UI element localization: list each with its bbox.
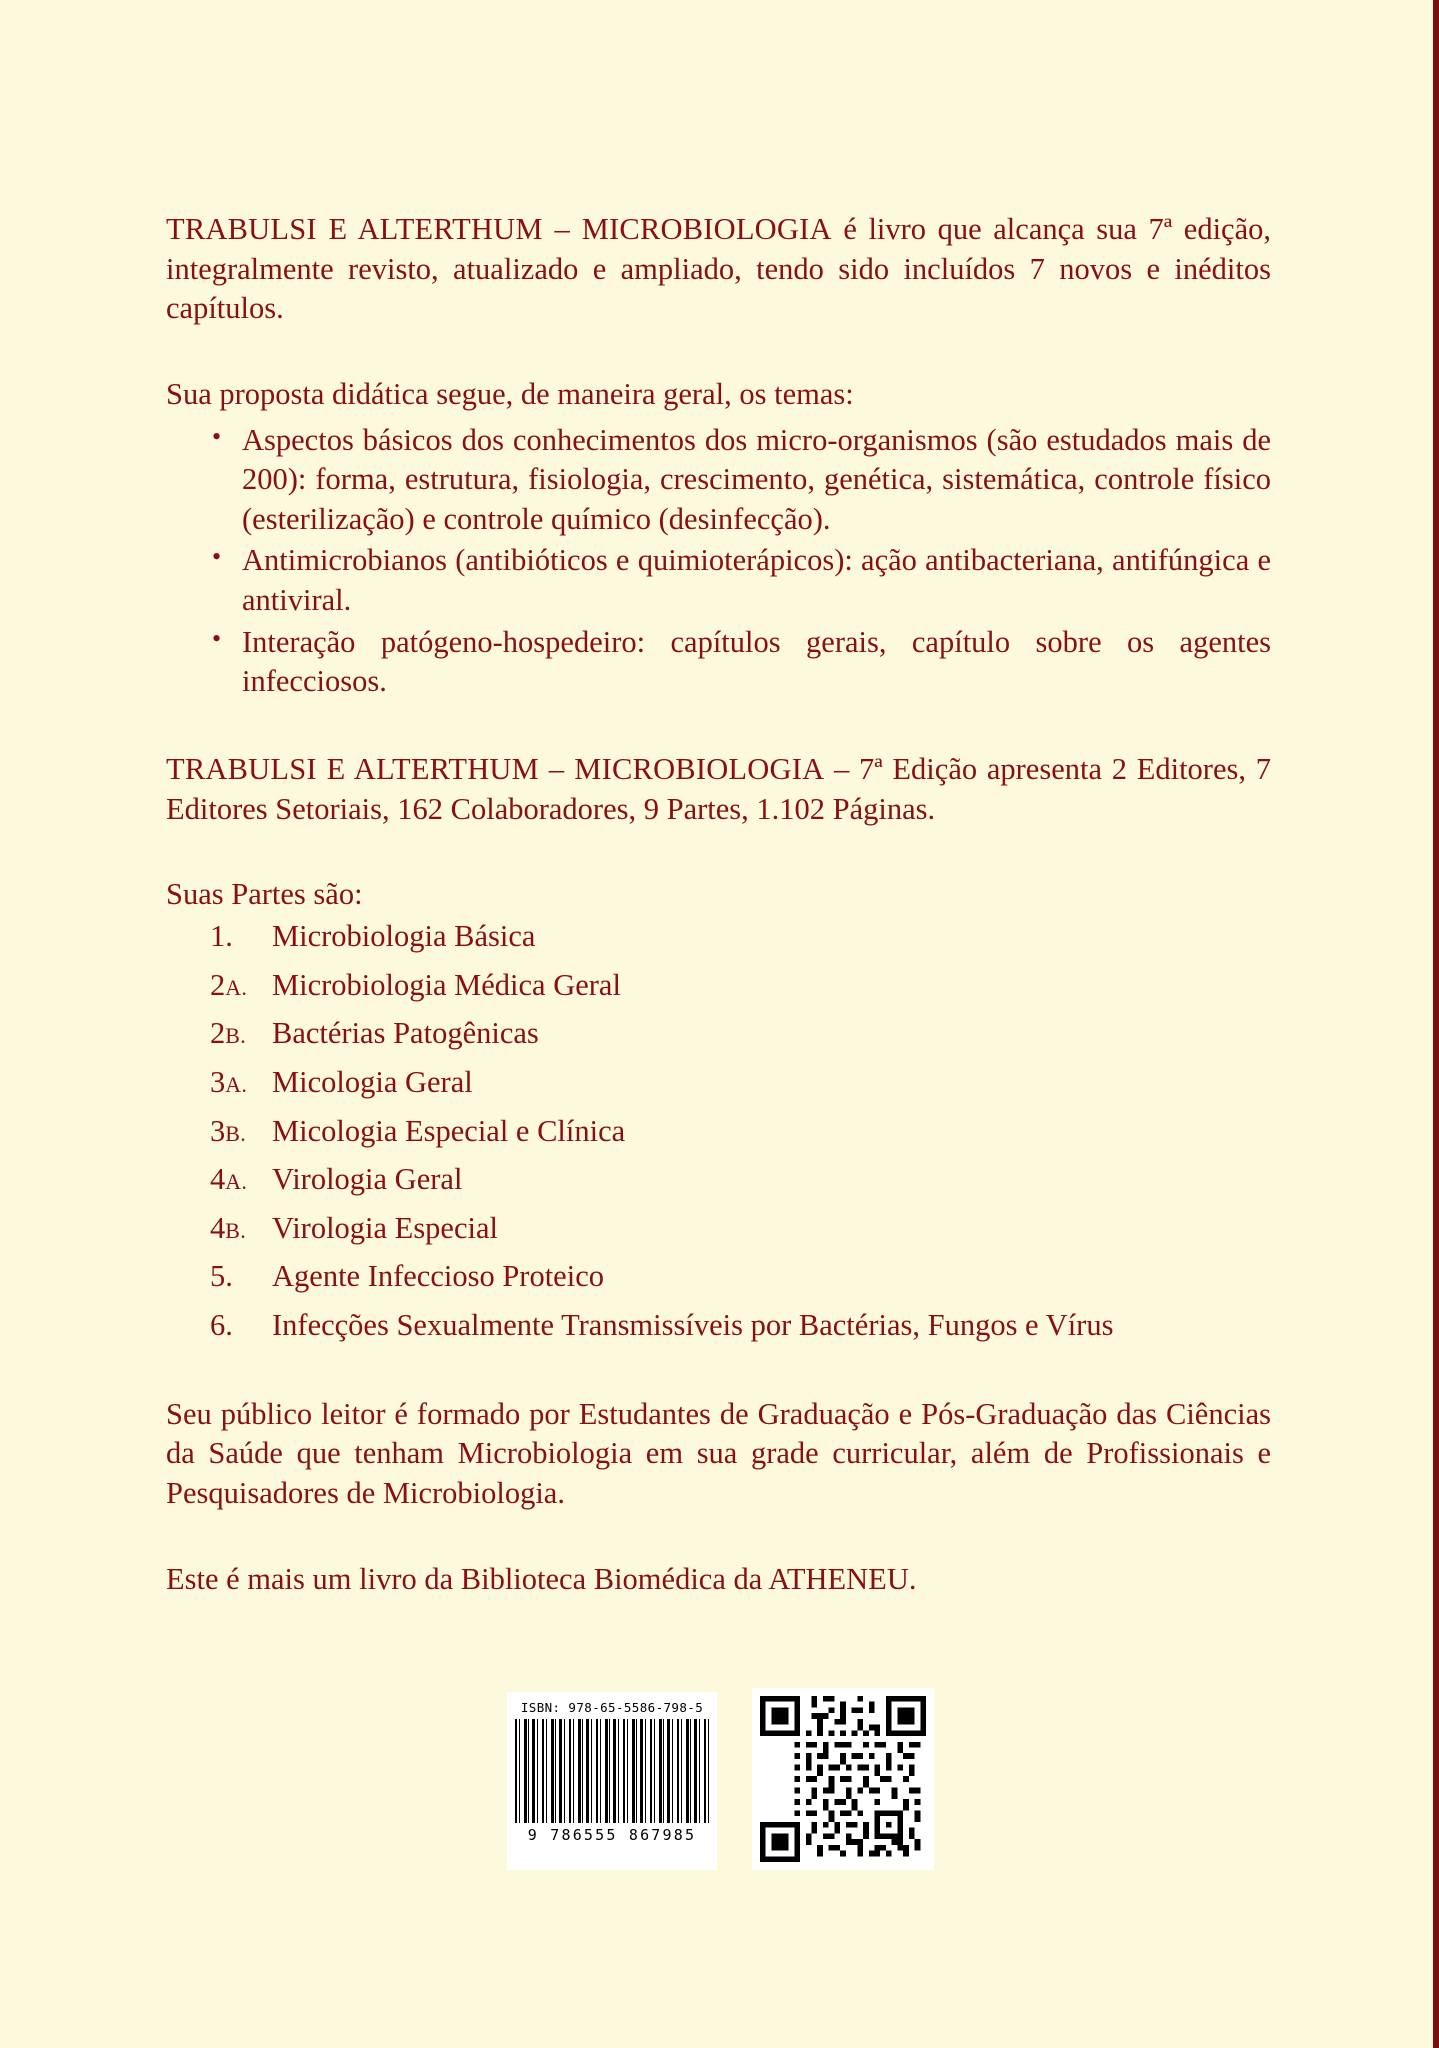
spacer xyxy=(166,829,1271,875)
barcode-bars xyxy=(515,1719,709,1823)
audience-paragraph: Seu público leitor é formado por Estudantes de Graduação e Pós-Graduação das Ciências da Saúde que tenham Microbiologia em sua grade curricular, além de Profissionais e Pesquisadores de Microbiologia. xyxy=(166,1396,1271,1511)
part-number xyxy=(210,1306,272,1346)
part-number-main: 6. xyxy=(210,1308,233,1343)
part-number xyxy=(210,917,272,957)
part-label: Bactérias Patogênicas xyxy=(272,1016,539,1051)
edition-info-rest: – 7ª Edição apresenta 2 Editores, 7 Editores Setoriais, 162 Colaboradores, 9 Partes, 1.102 Páginas. xyxy=(166,752,1271,826)
part-label: Virologia Geral xyxy=(272,1162,463,1197)
spacer xyxy=(166,1355,1271,1395)
part-number-main: 2 xyxy=(210,967,226,1002)
list-item: • Aspectos básicos dos conhecimentos dos micro-organismos (são estudados mais de 200): forma, estrutura, fisiologia, crescimento, genética, sistemática, controle físico (esterilização) e controle químico (desinfecção). xyxy=(166,421,1271,540)
part-number-sub: A. xyxy=(225,1169,248,1195)
isbn-barcode xyxy=(507,1692,717,1870)
list-item xyxy=(166,1160,1271,1200)
part-label: Micologia Geral xyxy=(272,1064,473,1099)
list-item xyxy=(166,1257,1271,1297)
part-number-main: 1. xyxy=(210,918,233,953)
spacer xyxy=(166,1514,1271,1560)
list-item xyxy=(166,1063,1271,1103)
book-title-caps-2: TRABULSI E ALTERTHUM – MICROBIOLOGIA xyxy=(166,752,825,787)
part-number xyxy=(210,1014,272,1054)
themes-intro: Sua proposta didática segue, de maneira geral, os temas: xyxy=(166,376,854,411)
cover-text-content xyxy=(166,210,1271,1599)
isbn-label: ISBN: 978-65-5586-798-5 xyxy=(520,1700,704,1715)
part-number-sub: B. xyxy=(225,1217,246,1243)
part-number-main: 4 xyxy=(210,1162,226,1197)
part-number xyxy=(210,1257,272,1297)
part-number xyxy=(210,1112,272,1152)
closing-paragraph: Este é mais um livro da Biblioteca Biomédica da ATHENEU. xyxy=(166,1561,917,1596)
part-label: Micologia Especial e Clínica xyxy=(272,1113,626,1148)
book-title-caps: TRABULSI E ALTERTHUM – MICROBIOLOGIA xyxy=(166,212,832,246)
part-number-main: 3 xyxy=(210,1113,226,1148)
list-item xyxy=(166,1014,1271,1054)
part-number-main: 3 xyxy=(210,1064,226,1099)
intro-rest: é livro que alcança sua 7ª edição, integralmente revisto, atualizado e ampliado, tendo sido incluídos 7 novos e inéditos capítulos. xyxy=(166,212,1271,326)
part-label: Virologia Especial xyxy=(272,1210,498,1245)
parts-list xyxy=(166,917,1271,1346)
part-number xyxy=(210,1160,272,1200)
list-item: • Antimicrobianos (antibióticos e quimioterápicos): ação antibacteriana, antifúngica e antiviral. xyxy=(166,541,1271,620)
part-number-main: 5. xyxy=(210,1259,233,1294)
part-number-main: 4 xyxy=(210,1210,226,1245)
list-item xyxy=(166,917,1271,957)
edition-info-paragraph xyxy=(166,750,1271,829)
part-label: Infecções Sexualmente Transmissíveis por Bactérias, Fungos e Vírus xyxy=(272,1308,1114,1343)
part-number-main: 2 xyxy=(210,1016,226,1051)
qr-code-icon xyxy=(760,1696,926,1862)
themes-list xyxy=(166,421,1271,702)
list-item xyxy=(166,1209,1271,1249)
part-number-sub: A. xyxy=(225,1071,248,1097)
intro-paragraph xyxy=(166,210,1271,329)
list-item xyxy=(166,966,1271,1006)
list-item xyxy=(166,1306,1271,1346)
qr-code xyxy=(752,1688,934,1870)
part-number-sub: A. xyxy=(225,974,248,1000)
part-number-sub: B. xyxy=(225,1023,246,1049)
parts-intro: Suas Partes são: xyxy=(166,877,363,912)
part-number-sub: B. xyxy=(225,1120,246,1146)
ean-digits: 9 786555 867985 xyxy=(527,1826,697,1844)
part-number xyxy=(210,966,272,1006)
list-item: • Interação patógeno-hospedeiro: capítulos gerais, capítulo sobre os agentes infecciosos. xyxy=(166,623,1271,702)
list-item xyxy=(166,1112,1271,1152)
part-number xyxy=(210,1063,272,1103)
part-label: Microbiologia Médica Geral xyxy=(272,967,621,1002)
spacer xyxy=(166,704,1271,750)
part-number xyxy=(210,1209,272,1249)
codes-area xyxy=(0,1688,1439,1918)
spacer xyxy=(166,329,1271,375)
part-label: Microbiologia Básica xyxy=(272,918,536,953)
part-label: Agente Infeccioso Proteico xyxy=(272,1259,604,1294)
